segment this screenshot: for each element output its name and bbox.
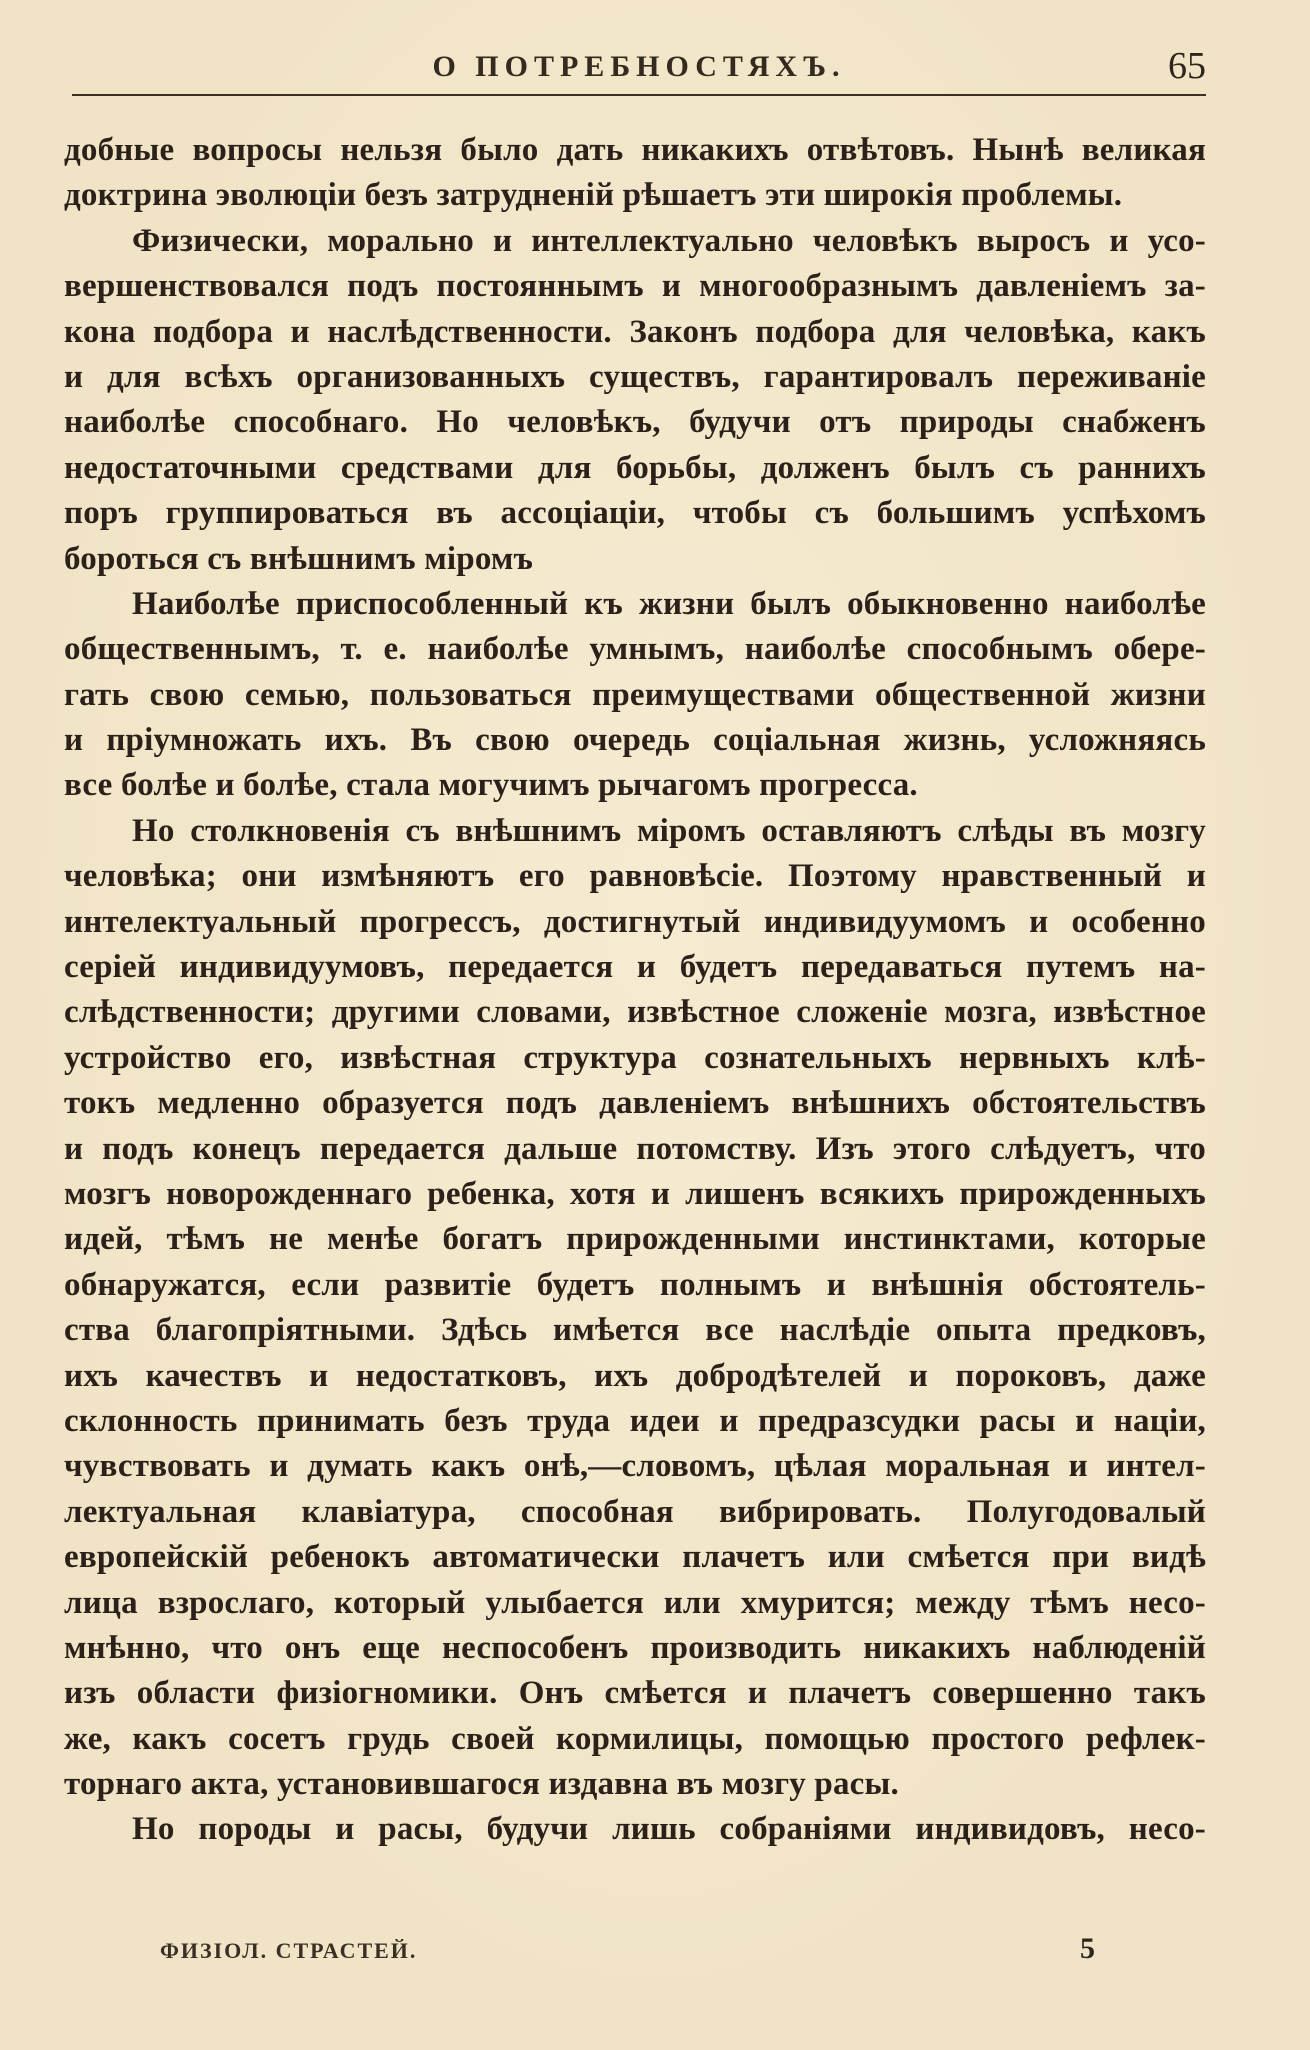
- text-line: доктрина эволюціи безъ затрудненій рѣшаетъ эти широкія проблемы.: [64, 177, 1123, 214]
- text-line: слѣдственности; другими словами, извѣстное сложеніе мозга, извѣстное: [64, 994, 1206, 1031]
- text-line: Наиболѣе приспособленный къ жизни былъ обыкновенно наиболѣе: [132, 585, 1206, 622]
- text-line: кона подбора и наслѣдственности. Законъ подбора для человѣка, какъ: [64, 313, 1206, 350]
- text-line: серіей индивидуумовъ, передается и будетъ передаваться путемъ на-: [64, 949, 1206, 986]
- text-line: же, какъ сосетъ грудь своей кормилицы, помощью простого рефлек-: [64, 1720, 1206, 1757]
- text-line: гать свою семью, пользоваться преимуществами общественной жизни: [64, 676, 1206, 713]
- text-line: лица взрослаго, который улыбается или хмурится; между тѣмъ несо-: [64, 1584, 1206, 1621]
- text-line: Физически, морально и интеллектуально человѣкъ выросъ и усо-: [132, 222, 1206, 259]
- text-line: склонность принимать безъ труда идеи и предразсудки расы и націи,: [64, 1402, 1206, 1439]
- printer-signature: ФИЗІОЛ. СТРАСТЕЙ.: [160, 1938, 418, 1963]
- text-line: добные вопросы нельзя было дать никакихъ отвѣтовъ. Нынѣ великая: [64, 132, 1206, 168]
- text-line: все болѣе и болѣе, стала могучимъ рычагомъ прогресса.: [64, 767, 918, 804]
- text-line: ихъ качествъ и недостатковъ, ихъ добродѣтелей и пороковъ, даже: [64, 1357, 1206, 1394]
- text-line: вершенствовался подъ постояннымъ и многообразнымъ давленіемъ за-: [64, 268, 1206, 305]
- text-line: устройство его, извѣстная структура сознательныхъ нервныхъ клѣ-: [64, 1039, 1206, 1076]
- text-line: лектуальная клавіатура, способная вибрировать. Полугодовалый: [64, 1493, 1206, 1530]
- text-line: ства благопріятными. Здѣсь имѣется все наслѣдіе опыта предковъ,: [64, 1312, 1206, 1349]
- text-line: и пріумножать ихъ. Въ свою очередь соціальная жизнь, усложняясь: [64, 722, 1206, 759]
- body-text: [64, 128, 1206, 1853]
- text-line: идей, тѣмъ не менѣе богатъ прирожденными инстинктами, которые: [64, 1221, 1206, 1258]
- text-line: мозгъ новорожденнаго ребенка, хотя и лишенъ всякихъ прирожденныхъ: [64, 1175, 1206, 1212]
- text-line: изъ области физіогномики. Онъ смѣется и плачетъ совершенно такъ: [64, 1675, 1206, 1712]
- text-line: и подъ конецъ передается дальше потомству. Изъ этого слѣдуетъ, что: [64, 1130, 1206, 1167]
- text-line: обнаружатся, если развитіе будетъ полнымъ и внѣшнія обстоятель-: [64, 1266, 1206, 1303]
- text-line: поръ группироваться въ ассоціаціи, чтобы съ большимъ успѣхомъ: [64, 495, 1206, 532]
- text-line: человѣка; они измѣняютъ его равновѣсіе. Поэтому нравственный и: [64, 858, 1206, 895]
- text-line: токъ медленно образуется подъ давленіемъ внѣшнихъ обстоятельствъ: [64, 1085, 1206, 1122]
- text-line: чувствовать и думать какъ онѣ,—словомъ, цѣлая моральная и интел-: [64, 1448, 1206, 1485]
- text-line: общественнымъ, т. е. наиболѣе умнымъ, наиболѣе способнымъ обере-: [64, 631, 1206, 668]
- text-line: и для всѣхъ организованныхъ существъ, гарантировалъ переживаніе: [64, 358, 1206, 395]
- text-line: торнаго акта, установившагося издавна въ мозгу расы.: [64, 1766, 899, 1803]
- text-line: недостаточными средствами для борьбы, долженъ былъ съ раннихъ: [64, 449, 1206, 486]
- sheet-number: 5: [1080, 1932, 1095, 1965]
- page-number: 65: [1168, 45, 1206, 87]
- page-footer: [160, 1932, 1120, 1972]
- text-line: европейскій ребенокъ автоматически плачетъ или смѣется при видѣ: [64, 1539, 1206, 1576]
- text-line: Но столкновенія съ внѣшнимъ міромъ оставляютъ слѣды въ мозгу: [132, 812, 1206, 849]
- text-line: мнѣнно, что онъ еще неспособенъ производить никакихъ наблюденій: [64, 1629, 1206, 1666]
- text-line: интелектуальный прогрессъ, достигнутый индивидуумомъ и особенно: [64, 903, 1206, 940]
- text-line: бороться съ внѣшнимъ міромъ: [64, 540, 534, 577]
- text-line: наиболѣе способнаго. Но человѣкъ, будучи отъ природы снабженъ: [64, 404, 1206, 441]
- page-header: [72, 44, 1206, 96]
- running-title: О ПОТРЕБНОСТЯХЪ.: [432, 50, 846, 83]
- text-line: Но породы и расы, будучи лишь собраніями индивидовъ, несо-: [132, 1811, 1206, 1848]
